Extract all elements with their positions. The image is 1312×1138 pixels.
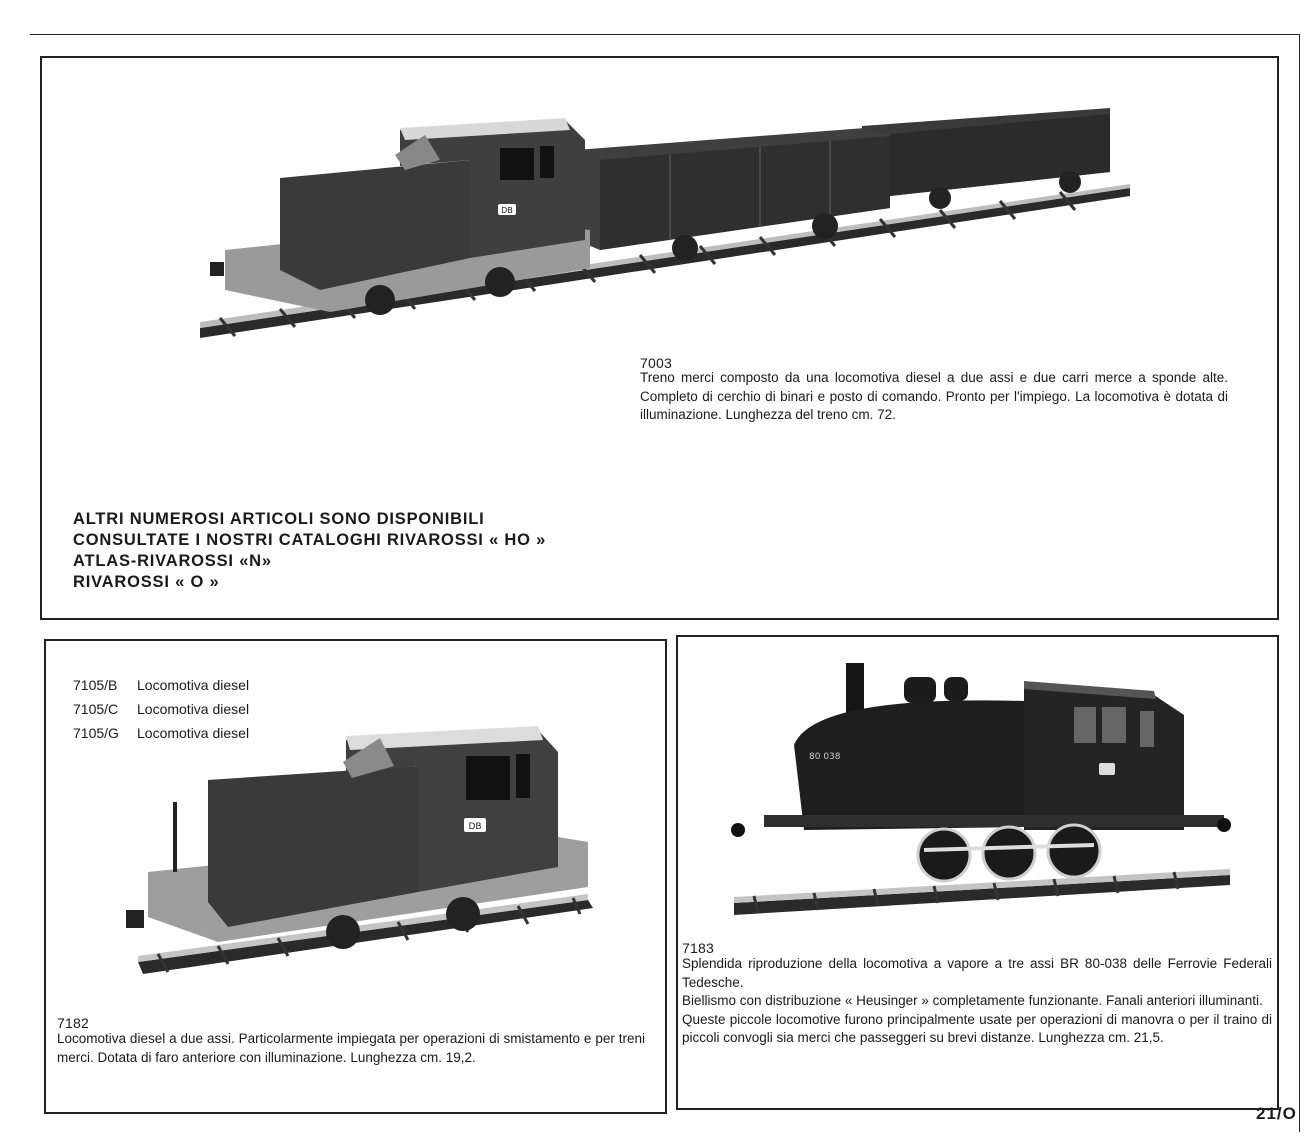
track xyxy=(734,869,1230,915)
bottom-right-paragraph-1: Splendida riproduzione della locomotiva a vapore a tre assi BR 80-038 delle Ferrovie Federali Tedesche. xyxy=(682,956,1272,990)
variant-label: Locomotiva diesel xyxy=(137,725,250,741)
top-product-code: 7003 xyxy=(640,355,672,371)
notice-line-2: CONSULTATE I NOSTRI CATALOGHI RIVAROSSI « HO » xyxy=(73,531,547,549)
steam-locomotive-photo xyxy=(724,655,1240,925)
variant-row xyxy=(73,673,249,697)
top-description-text: Treno merci composto da una locomotiva diesel a due assi e due carri merce a sponde alte. Completo di cerchio di binari e posto di comando. Pronto per l'impiego. La locomotiva è dotata di illuminazione. Lunghezza del treno cm. 72. xyxy=(640,370,1228,422)
variant-row xyxy=(73,697,249,721)
page-number: 21/O xyxy=(1256,1104,1297,1123)
variant-code: 7105/C xyxy=(73,701,119,717)
bottom-left-description-text: Locomotiva diesel a due assi. Particolarmente impiegata per operazioni di smistamento e per treni merci. Dotata di faro anteriore con illuminazione. Lunghezza cm. 19,2. xyxy=(57,1031,645,1065)
bottom-right-product-code: 7183 xyxy=(682,940,714,956)
bottom-right-paragraph-3: Queste piccole locomotive furono principalmente usate per operazioni di manovra o per il traino di piccoli convogli sia merci che passeggeri su brevi distanze. Lunghezza cm. 21,5. xyxy=(682,1011,1272,1045)
loco-number: 80 038 xyxy=(809,752,841,762)
variant-code: 7105/B xyxy=(73,677,118,693)
catalog-notice xyxy=(73,509,546,593)
bottom-right-product-description xyxy=(682,955,1272,1048)
bottom-right-paragraph-2: Biellismo con distribuzione « Heusinger » completamente funzionante. Fanali anteriori illuminanti. xyxy=(682,993,1263,1008)
freight-wagon-front xyxy=(576,128,890,261)
steam-locomotive xyxy=(731,663,1231,881)
top-product-description xyxy=(640,369,1228,425)
notice-line-3: ATLAS-RIVAROSSI «N» xyxy=(73,552,272,570)
diesel-locomotive-photo xyxy=(118,722,600,984)
notice-line-1: ALTRI NUMEROSI ARTICOLI SONO DISPONIBILI xyxy=(73,510,485,528)
variant-label: Locomotiva diesel xyxy=(137,677,250,693)
bottom-left-product-description xyxy=(57,1030,645,1067)
notice-line-4: RIVAROSSI « O » xyxy=(73,573,220,591)
bottom-left-product-code: 7182 xyxy=(57,1015,89,1031)
goods-train-photo xyxy=(200,100,1130,340)
variant-label: Locomotiva diesel xyxy=(137,701,250,717)
loco-badge: DB xyxy=(501,206,513,215)
variant-code: 7105/G xyxy=(73,725,119,741)
loco-badge: DB xyxy=(468,822,482,832)
